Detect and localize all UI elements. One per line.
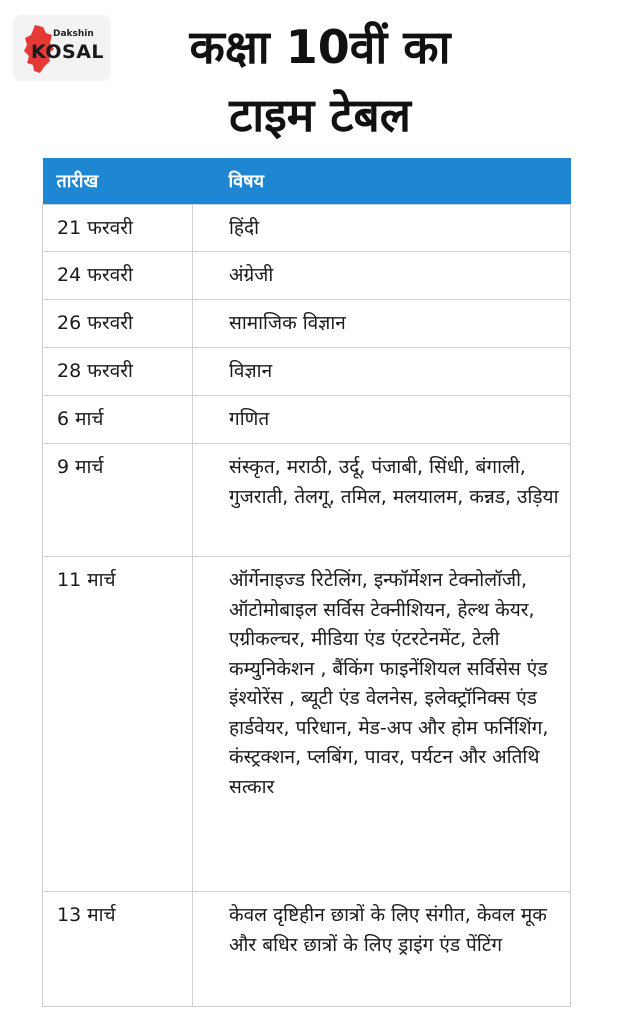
row-subject: संस्कृत, मराठी, उर्दू, पंजाबी, सिंधी, बंगाली, गुजराती, तेलगू, तमिल, मलयालम, कन्नड, उड़िया [193, 444, 571, 557]
row-subject: विज्ञान [193, 348, 571, 396]
logo-text-small: Dakshin [53, 29, 94, 39]
table-header-row [43, 158, 571, 205]
row-subject: अंग्रेजी [193, 252, 571, 300]
row-subject: हिंदी [193, 205, 571, 252]
table-row [43, 892, 571, 1007]
header-date: तारीख [43, 158, 193, 205]
page-title-line-1: कक्षा 10वीं का [189, 20, 451, 74]
row-subject: ऑर्गेनाइज्ड रिटेलिंग, इन्फॉर्मेशन टेक्नोलॉजी, ऑटोमोबाइल सर्विस टेक्नीशियन, हेल्थ केयर, एग्रीकल्चर, मीडिया एंड एंटरटेनमेंट, टेली कम्युनिकेशन , बैंकिंग फाइनेंशियल सर्विसेस एंड इंश्योरेंस , ब्यूटी एंड वेलनेस, इलेक्ट्रॉनिक्स एंड हार्डवेयर, परिधान, मेड-अप और होम फर्निशिंग, कंस्ट्रक्शन, प्लबिंग, पावर, पर्यटन और अतिथि सत्कार [193, 557, 571, 892]
table-row [43, 396, 571, 444]
row-subject: सामाजिक विज्ञान [193, 300, 571, 348]
logo [13, 15, 111, 81]
timetable [42, 158, 571, 1007]
row-date: 28 फरवरी [43, 348, 193, 396]
table-row [43, 348, 571, 396]
row-date: 24 फरवरी [43, 252, 193, 300]
logo-text-big: KOSAL [31, 41, 105, 63]
table-row [43, 252, 571, 300]
row-date: 6 मार्च [43, 396, 193, 444]
row-date: 21 फरवरी [43, 205, 193, 252]
table-row [43, 205, 571, 252]
table-row [43, 300, 571, 348]
row-subject: गणित [193, 396, 571, 444]
table-row [43, 444, 571, 557]
row-date: 13 मार्च [43, 892, 193, 1007]
row-date: 9 मार्च [43, 444, 193, 557]
row-date: 11 मार्च [43, 557, 193, 892]
row-date: 26 फरवरी [43, 300, 193, 348]
table-row [43, 557, 571, 892]
page-title-line-2: टाइम टेबल [229, 88, 411, 142]
row-subject: केवल दृष्टिहीन छात्रों के लिए संगीत, केवल मूक और बधिर छात्रों के लिए ड्राइंग एंड पेंटिंग [193, 892, 571, 1007]
header-subject: विषय [193, 158, 571, 205]
